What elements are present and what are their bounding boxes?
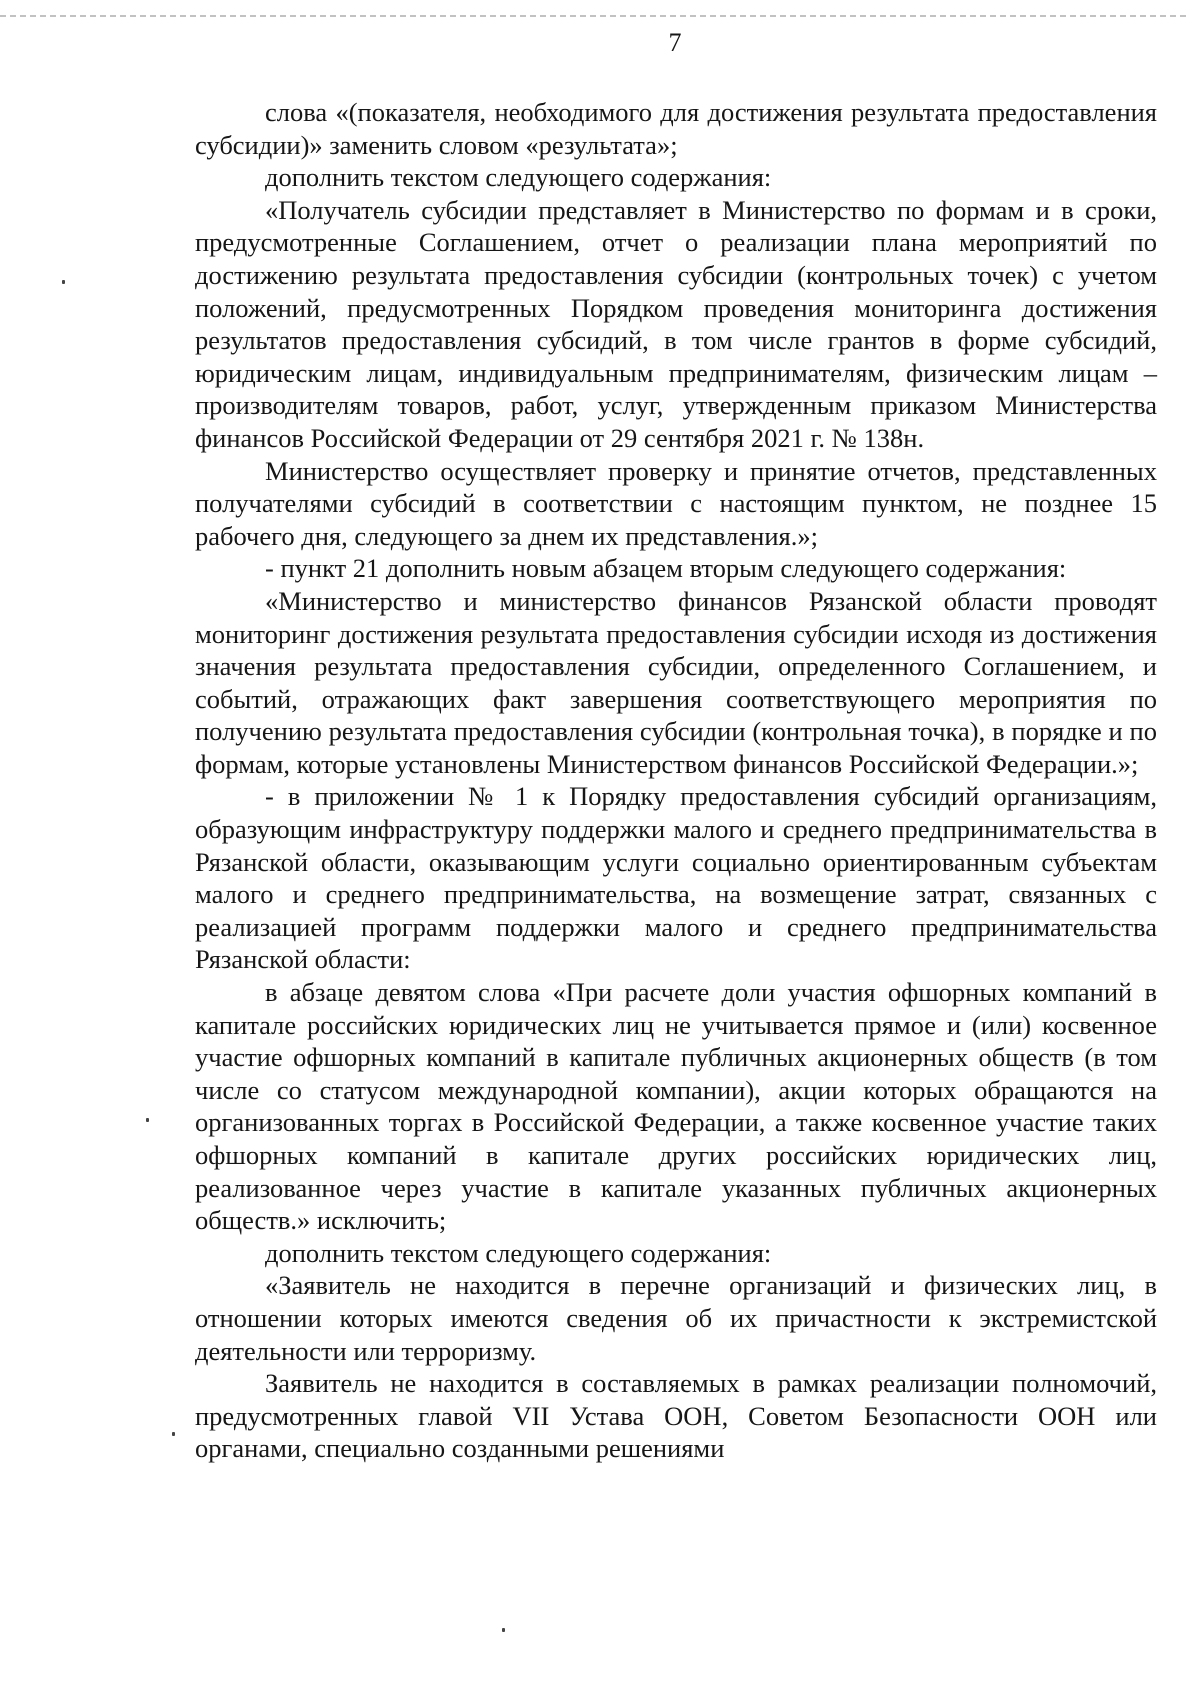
paragraph-8: в абзаце девятом слова «При расчете доли участия офшорных компаний в капитале российских юридических лиц не учитывается прямое и (или) косвенное участие офшорных компаний в капитале публичных акционерных обществ (в том числе со статусом международной компании), акции которых обращаются на организованных торгах в Российской Федерации, а также косвенное участие таких офшорных компаний в капитале других российских юридических лиц, реализованное через участие в капитале указанных публичных акционерных обществ.» исключить;: [195, 977, 1157, 1236]
paragraph-5: - пункт 21 дополнить новым абзацем вторым следующего содержания:: [265, 553, 1067, 584]
paragraph-1: слова «(показателя, необходимого для достижения результата предоставления субсидии)» заменить словом «результата»;: [195, 97, 1157, 160]
paragraph-4: Министерство осуществляет проверку и принятие отчетов, представленных получателями субсидий в соответствии с настоящим пунктом, не позднее 15 рабочего дня, следующего за днем их представления.»;: [195, 455, 1157, 551]
paragraph-3: «Получатель субсидии представляет в Министерство по формам и в сроки, предусмотренные Соглашением, отчет о реализации плана мероприятий по достижению результата предоставления субсидии (контрольных точек) с учетом положений, предусмотренных Порядком проведения мониторинга достижения результатов предоставления субсидий, в том числе грантов в форме субсидий, юридическим лицам, индивидуальным предпринимателям, физическим лицам – производителям товаров, работ, услуг, утвержденным приказом Министерства финансов Российской Федерации от 29 сентября 2021 г. № 138н.: [195, 194, 1157, 453]
paragraph-10: «Заявитель не находится в перечне организаций и физических лиц, в отношении которых имеются сведения об их причастности к экстремистской деятельности или терроризму.: [195, 1270, 1157, 1366]
paragraph-6: «Министерство и министерство финансов Рязанской области проводят мониторинг достижения результата предоставления субсидии исходя из достижения значения результата предоставления субсидии, определенного Соглашением, и событий, отражающих факт завершения соответствующего мероприятия по получению результата предоставления субсидии (контрольная точка), в порядке и по формам, которые установлены Министерством финансов Российской Федерации.»;: [195, 585, 1157, 779]
scan-speck: [502, 1628, 505, 1632]
paragraph-2: дополнить текстом следующего содержания:: [265, 162, 772, 193]
paragraph-7: - в приложении № 1 к Порядку предоставления субсидий организациям, образующим инфраструктуру поддержки малого и среднего предпринимательства в Рязанской области, оказывающим услуги социально ориентированным субъектам малого и среднего предпринимательства, на возмещение затрат, связанных с реализацией программ поддержки малого и среднего предпринимательства Рязанской области:: [195, 781, 1157, 975]
page-number: 7: [668, 28, 682, 57]
paragraph-11: Заявитель не находится в составляемых в рамках реализации полномочий, предусмотренных главой VII Устава ООН, Советом Безопасности ООН или органами, специально созданными решениями: [195, 1368, 1157, 1464]
scan-speck: [172, 1432, 175, 1436]
paragraph-9: дополнить текстом следующего содержания:: [265, 1237, 772, 1268]
document-body: [195, 96, 1157, 1465]
scan-speck: [62, 280, 65, 284]
scan-edge-line: [0, 15, 1186, 17]
scan-speck: [146, 1118, 149, 1122]
